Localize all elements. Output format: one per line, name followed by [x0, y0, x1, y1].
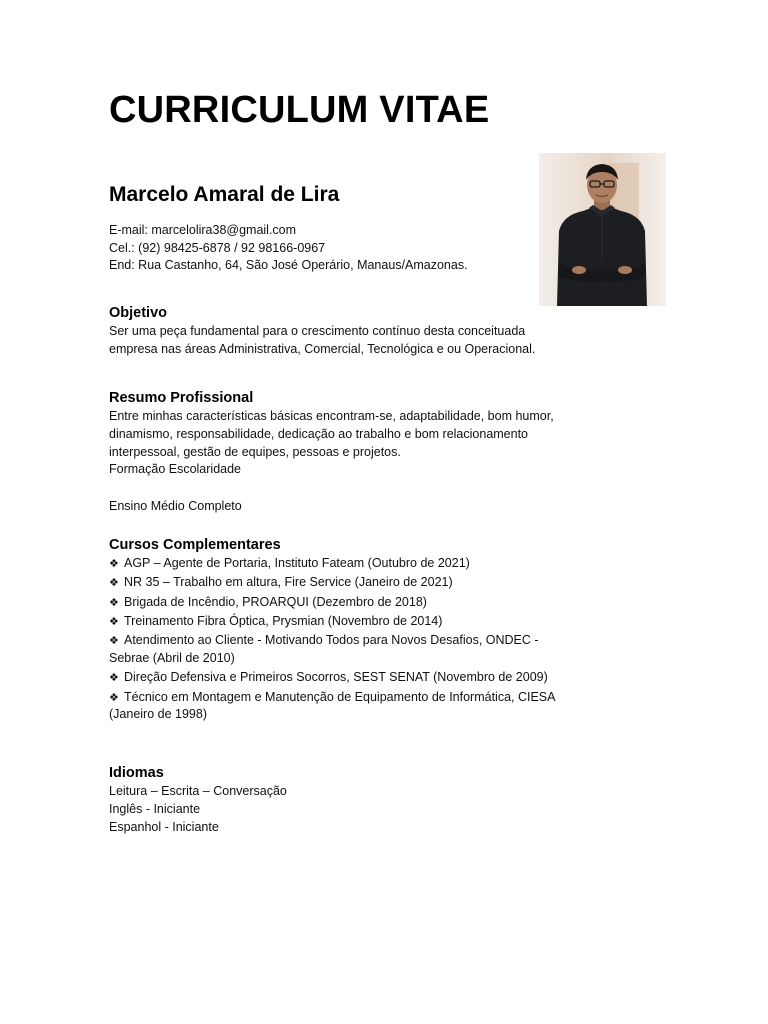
resumo-line: Entre minhas características básicas encontram-se, adaptabilidade, bom humor,	[109, 409, 554, 423]
course-text: AGP – Agente de Portaria, Instituto Fateam (Outubro de 2021)	[124, 556, 470, 570]
course-text: NR 35 – Trabalho em altura, Fire Service (Janeiro de 2021)	[124, 575, 453, 590]
escolaridade-value: Ensino Médio Completo	[109, 499, 242, 513]
formacao-label: Formação Escolaridade	[109, 462, 242, 477]
profile-photo	[539, 153, 666, 306]
section-objetivo	[109, 304, 579, 359]
idiomas-line: Espanhol - Iniciante	[109, 819, 219, 834]
person-portrait-icon	[539, 153, 666, 306]
section-cursos-complementares	[109, 536, 569, 726]
course-item	[109, 613, 569, 631]
course-text: Atendimento ao Cliente - Motivando Todos para Novos Desafios, ONDEC - Sebrae (Abril de 2010)	[109, 633, 539, 665]
course-text: Treinamento Fibra Óptica, Prysmian (Novembro de 2014)	[124, 613, 443, 628]
contact-info	[109, 222, 468, 275]
course-item	[109, 574, 569, 592]
course-text: Técnico em Montagem e Manutenção de Equipamento de Informática, CIESA (Janeiro de 1998)	[109, 689, 555, 722]
course-item	[109, 689, 569, 725]
resumo-line: dinamismo, responsabilidade, dedicação ao trabalho e bom relacionamento	[109, 426, 529, 441]
document-title: CURRICULUM VITAE	[109, 89, 490, 131]
diamond-bullet-icon: ❖	[109, 690, 119, 704]
cursos-heading: Cursos Complementares	[109, 537, 281, 553]
course-item	[109, 594, 569, 612]
diamond-bullet-icon: ❖	[109, 557, 119, 570]
objetivo-heading: Objetivo	[109, 305, 168, 321]
diamond-bullet-icon: ❖	[109, 576, 119, 590]
diamond-bullet-icon: ❖	[109, 634, 119, 648]
section-idiomas	[109, 764, 579, 836]
contact-phone: Cel.: (92) 98425-6878 / 92 98166-0967	[109, 240, 326, 255]
idiomas-line: Leitura – Escrita – Conversação	[109, 784, 287, 798]
idiomas-heading: Idiomas	[109, 765, 164, 781]
course-item	[109, 555, 569, 573]
diamond-bullet-icon: ❖	[109, 671, 119, 685]
section-resumo-profissional	[109, 389, 579, 479]
resumo-line: interpessoal, gestão de equipes, pessoas e projetos.	[109, 444, 401, 459]
objetivo-line: Ser uma peça fundamental para o crescimento contínuo desta conceituada	[109, 324, 526, 338]
objetivo-line: empresa nas áreas Administrativa, Comercial, Tecnológica e ou Operacional.	[109, 341, 536, 356]
resumo-heading: Resumo Profissional	[109, 390, 254, 406]
idiomas-line: Inglês - Iniciante	[109, 801, 201, 816]
contact-email: E-mail: marcelolira38@gmail.com	[109, 223, 297, 237]
person-name: Marcelo Amaral de Lira	[109, 183, 340, 206]
course-text: Brigada de Incêndio, PROARQUI (Dezembro de 2018)	[124, 594, 427, 609]
contact-address: End: Rua Castanho, 64, São José Operário, Manaus/Amazonas.	[109, 258, 468, 272]
course-text: Direção Defensiva e Primeiros Socorros, SEST SENAT (Novembro de 2009)	[124, 670, 548, 685]
course-item	[109, 632, 569, 668]
diamond-bullet-icon: ❖	[109, 595, 119, 609]
course-item	[109, 669, 569, 687]
diamond-bullet-icon: ❖	[109, 614, 119, 628]
section-escolaridade	[109, 498, 579, 516]
